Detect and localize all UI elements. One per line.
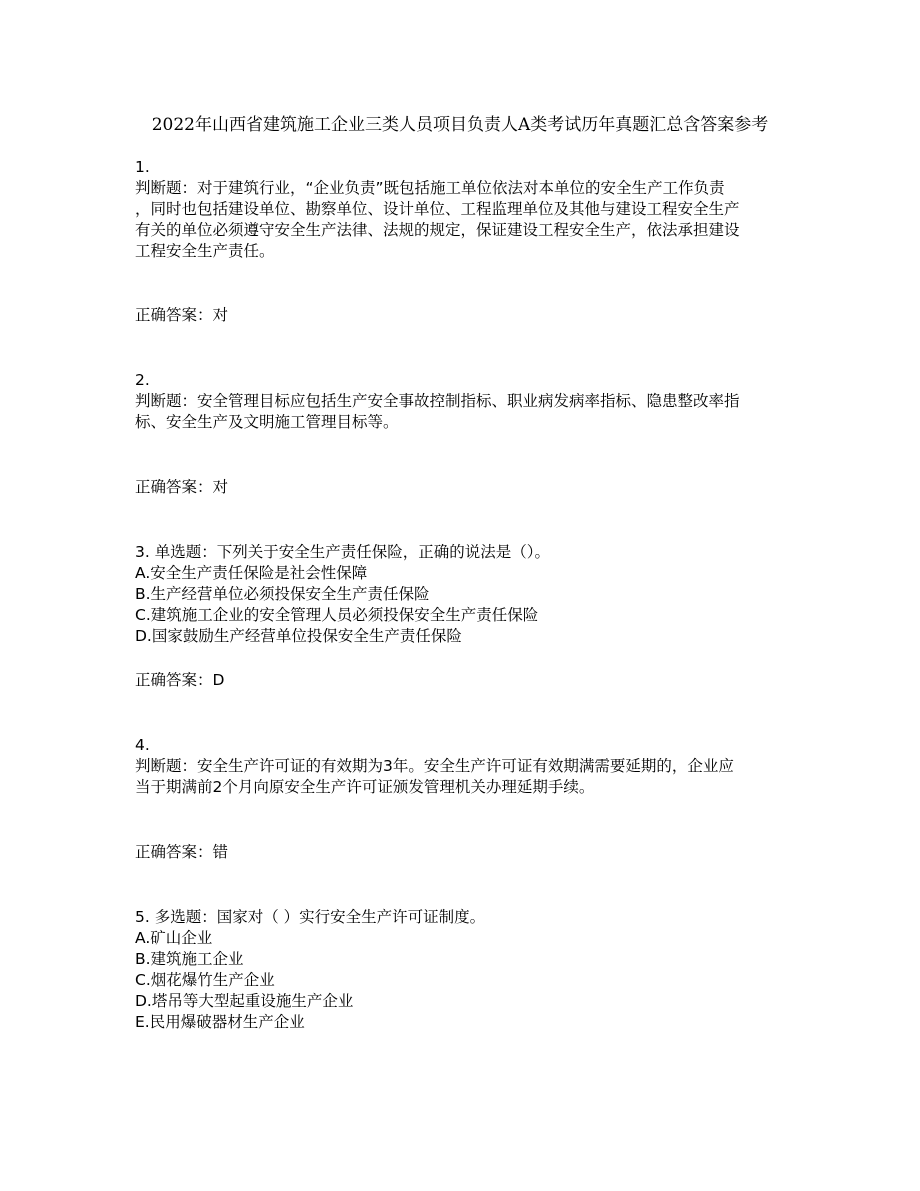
question-5-option-a: A.矿山企业 — [135, 929, 213, 947]
question-5-option-b: B.建筑施工企业 — [135, 950, 244, 968]
question-1-text-line: 有关的单位必须遵守安全生产法律、法规的规定，保证建设工程安全生产，依法承担建设 — [135, 221, 740, 239]
question-5-option-d: D.塔吊等大型起重设施生产企业 — [135, 992, 354, 1010]
question-4-text-line: 判断题：安全生产许可证的有效期为3年。安全生产许可证有效期满需要延期的，企业应 — [135, 757, 734, 775]
question-1-text-line: 判断题：对于建筑行业，“企业负责”既包括施工单位依法对本单位的安全生产工作负责 — [135, 179, 725, 197]
question-2-text-line: 判断题：安全管理目标应包括生产安全事故控制指标、职业病发病率指标、隐患整改率指 — [135, 392, 740, 410]
question-2-answer: 正确答案：对 — [135, 478, 229, 496]
question-3-option-b: B.生产经营单位必须投保安全生产责任保险 — [135, 585, 430, 603]
question-4-number: 4. — [135, 736, 150, 754]
question-3-stem: 3. 单选题：下列关于安全生产责任保险，正确的说法是（）。 — [135, 543, 550, 561]
question-3-option-a: A.安全生产责任保险是社会性保障 — [135, 564, 368, 582]
question-5-option-c: C.烟花爆竹生产企业 — [135, 971, 275, 989]
question-5-option-e: E.民用爆破器材生产企业 — [135, 1013, 305, 1031]
document-title: 2022年山西省建筑施工企业三类人员项目负责人A类考试历年真题汇总含答案参考 — [151, 115, 769, 135]
question-2-text-line: 标、安全生产及文明施工管理目标等。 — [135, 413, 399, 431]
question-5-stem: 5. 多选题：国家对（ ）实行安全生产许可证制度。 — [135, 908, 486, 926]
question-1-number: 1. — [135, 158, 150, 176]
question-1-text-line: ，同时也包括建设单位、勘察单位、设计单位、工程监理单位及其他与建设工程安全生产 — [135, 200, 740, 218]
question-4-text-line: 当于期满前2个月向原安全生产许可证颁发管理机关办理延期手续。 — [135, 778, 595, 796]
question-1-text-line: 工程安全生产责任。 — [135, 242, 275, 260]
question-2-number: 2. — [135, 371, 150, 389]
question-1-answer: 正确答案：对 — [135, 306, 229, 324]
question-3-option-d: D.国家鼓励生产经营单位投保安全生产责任保险 — [135, 627, 462, 645]
question-3-option-c: C.建筑施工企业的安全管理人员必须投保安全生产责任保险 — [135, 606, 539, 624]
question-3-answer: 正确答案：D — [135, 671, 225, 689]
question-4-answer: 正确答案：错 — [135, 843, 229, 861]
